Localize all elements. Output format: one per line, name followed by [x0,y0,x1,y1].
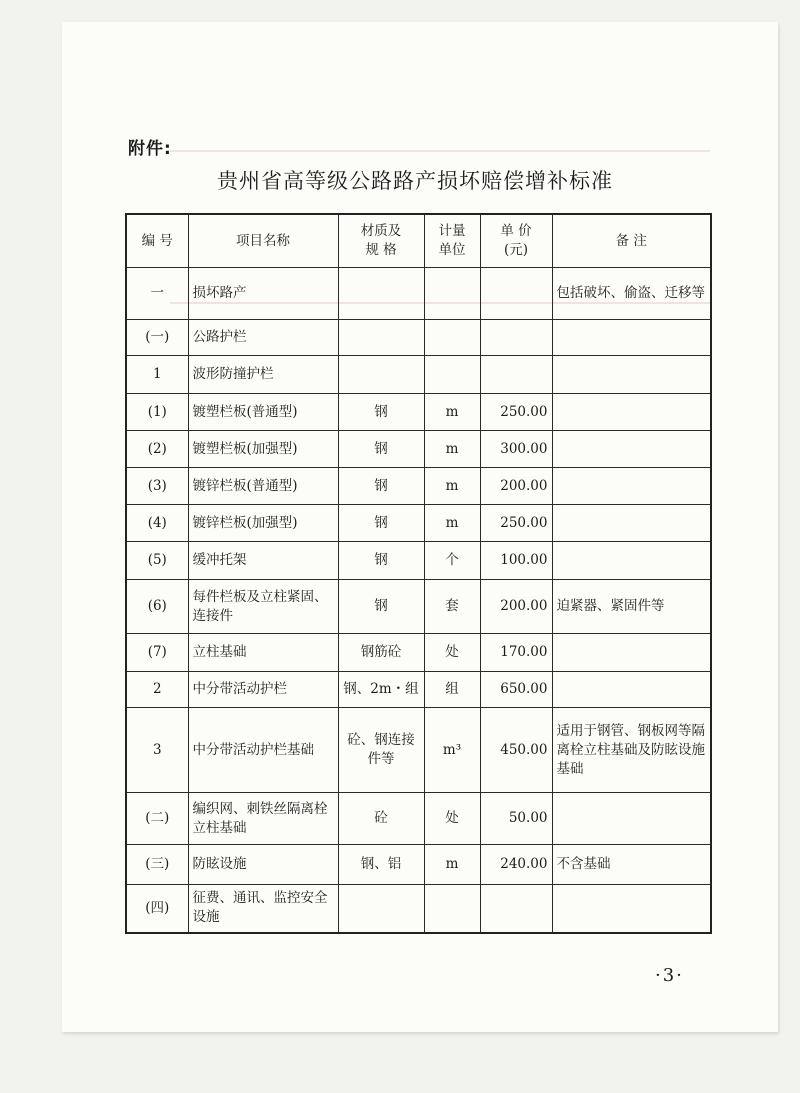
row-material: 钢、铝 [338,845,424,885]
row-name: 中分带活动护栏基础 [188,708,338,793]
attachment-label: 附件: [128,139,172,159]
row-price: 450.00 [480,708,552,793]
document-title: 贵州省高等级公路路产损坏赔偿增补标准 [217,169,613,193]
row-unit [424,268,480,320]
row-unit: m [424,431,480,468]
row-number: (3) [126,468,188,505]
row-material [338,356,424,394]
row-price: 650.00 [480,672,552,708]
header-number: 编 号 [126,214,188,268]
row-name: 防眩设施 [188,845,338,885]
row-note: 包括破坏、偷盗、迁移等 [552,268,711,320]
compensation-table [125,213,712,934]
row-name: 编织网、刺铁丝隔离栓立柱基础 [188,793,338,845]
row-number: (4) [126,505,188,542]
row-material: 钢 [338,542,424,580]
row-material [338,885,424,933]
header-name: 项目名称 [188,214,338,268]
row-note [552,468,711,505]
row-unit: 处 [424,634,480,672]
table-row [126,505,711,542]
row-number: (6) [126,580,188,634]
row-unit: m [424,845,480,885]
table-row [126,431,711,468]
table-row [126,845,711,885]
row-price: 200.00 [480,580,552,634]
row-price: 50.00 [480,793,552,845]
row-note [552,356,711,394]
row-price: 200.00 [480,468,552,505]
page-number: ·3· [655,965,684,986]
table-row [126,580,711,634]
header-price: 单 价 (元) [480,214,552,268]
row-name: 每件栏板及立柱紧固、连接件 [188,580,338,634]
row-material: 钢 [338,580,424,634]
row-name: 镀塑栏板(加强型) [188,431,338,468]
row-material: 钢 [338,431,424,468]
row-price: 170.00 [480,634,552,672]
row-name: 立柱基础 [188,634,338,672]
table-row [126,394,711,431]
row-price: 100.00 [480,542,552,580]
row-price: 250.00 [480,505,552,542]
row-number: (5) [126,542,188,580]
row-note: 适用于钢管、钢板网等隔离栓立柱基础及防眩设施基础 [552,708,711,793]
header-note: 备 注 [552,214,711,268]
row-number: (三) [126,845,188,885]
row-number: 一 [126,268,188,320]
row-unit: m [424,394,480,431]
row-number: (四) [126,885,188,933]
row-note [552,793,711,845]
row-note [552,885,711,933]
row-note [552,431,711,468]
row-note: 不含基础 [552,845,711,885]
table-row [126,885,711,933]
row-name: 征费、通讯、监控安全设施 [188,885,338,933]
row-material: 钢 [338,505,424,542]
row-price: 250.00 [480,394,552,431]
header-material: 材质及 规 格 [338,214,424,268]
row-price [480,320,552,356]
table-row [126,542,711,580]
row-note [552,320,711,356]
row-unit: 套 [424,580,480,634]
row-number: (2) [126,431,188,468]
row-note [552,634,711,672]
row-price: 300.00 [480,431,552,468]
table-row [126,634,711,672]
row-material: 钢 [338,468,424,505]
table-row [126,320,711,356]
row-unit [424,320,480,356]
row-unit: m³ [424,708,480,793]
row-name: 镀塑栏板(普通型) [188,394,338,431]
row-unit [424,356,480,394]
row-name: 公路护栏 [188,320,338,356]
row-name: 镀锌栏板(普通型) [188,468,338,505]
row-price [480,885,552,933]
row-unit: 组 [424,672,480,708]
table-row [126,356,711,394]
row-material [338,268,424,320]
row-number: 1 [126,356,188,394]
row-material: 钢筋砼 [338,634,424,672]
row-unit: 处 [424,793,480,845]
row-number: (1) [126,394,188,431]
row-price: 240.00 [480,845,552,885]
row-note [552,672,711,708]
row-note [552,394,711,431]
table-row [126,268,711,320]
row-number: (二) [126,793,188,845]
table-row [126,708,711,793]
row-note [552,542,711,580]
row-name: 波形防撞护栏 [188,356,338,394]
row-name: 损坏路产 [188,268,338,320]
row-unit: 个 [424,542,480,580]
row-note [552,505,711,542]
table-row [126,793,711,845]
row-number: 2 [126,672,188,708]
row-unit: m [424,505,480,542]
header-unit: 计量 单位 [424,214,480,268]
row-price [480,356,552,394]
row-material: 钢 [338,394,424,431]
row-number: 3 [126,708,188,793]
row-price [480,268,552,320]
row-name: 中分带活动护栏 [188,672,338,708]
row-name: 缓冲托架 [188,542,338,580]
row-note: 迫紧器、紧固件等 [552,580,711,634]
row-unit [424,885,480,933]
row-material: 砼 [338,793,424,845]
row-name: 镀锌栏板(加强型) [188,505,338,542]
table-header-row [126,214,711,268]
row-material [338,320,424,356]
row-number: (一) [126,320,188,356]
table-row [126,468,711,505]
row-unit: m [424,468,480,505]
row-number: (7) [126,634,188,672]
row-material: 钢、2m・组 [338,672,424,708]
table-row [126,672,711,708]
row-material: 砼、钢连接件等 [338,708,424,793]
